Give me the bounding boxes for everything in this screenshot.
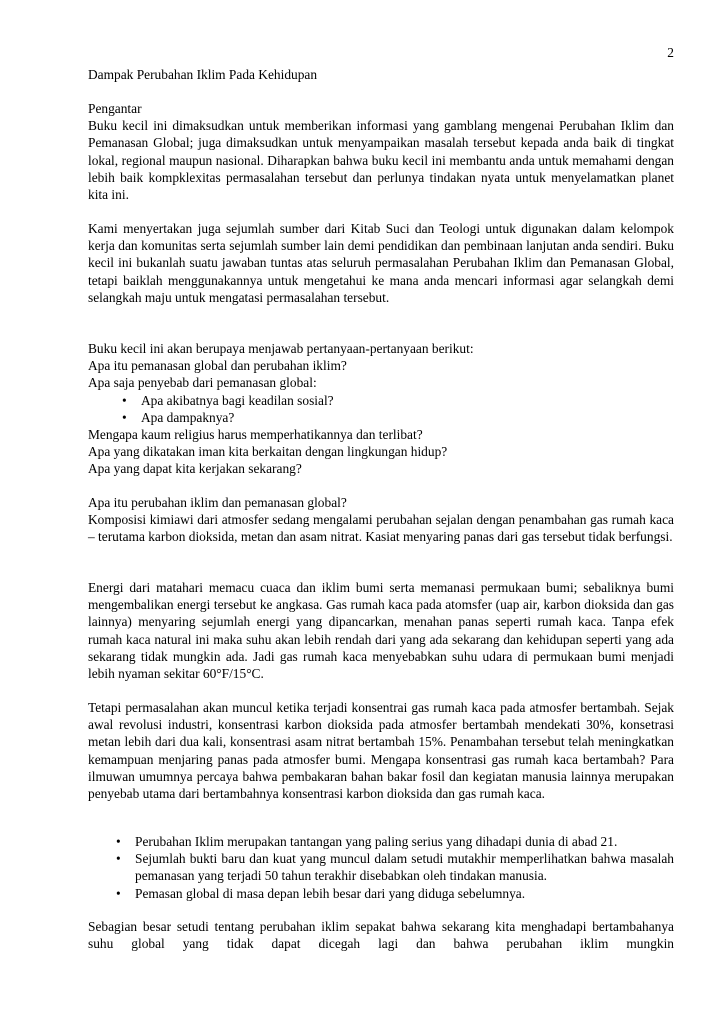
question-5: Apa yang dapat kita kerjakan sekarang? (88, 461, 302, 477)
sub-question-item: • Apa dampaknya? (88, 409, 674, 426)
page-number: 2 (667, 45, 674, 60)
bullet-item: • Pemasan global di masa depan lebih besar dari yang diduga sebelumnya. (88, 885, 674, 902)
intro-heading: Pengantar (88, 101, 142, 116)
intro-section (88, 100, 674, 203)
intro-paragraph: Buku kecil ini dimaksudkan untuk memberikan informasi yang gamblang mengenai Perubahan Iklim dan Pemanasan Global; juga dimaksudkan untuk menyampaikan masalah tersebut kepada anda baik di tingkat lokal, regional maupun nasional. Diharapkan bahwa buku kecil ini membantu anda untuk memahami dengan lebih baik kompklexitas permasalahan tersebut dan perlunya tindakan nyata untuk menyelamatkan planet kita ini. (88, 118, 674, 203)
question-2: Apa saja penyebab dari pemanasan global: (88, 375, 317, 391)
questions-section (88, 340, 674, 478)
bullet-list (88, 833, 674, 902)
bullet-section (88, 833, 674, 902)
sub-question-list (88, 392, 674, 426)
section1-paragraph: Komposisi kimiawi dari atmosfer sedang mengalami perubahan sejalan dengan penambahan gas rumah kaca – terutama karbon dioksida, metan dan asam nitrat. Kasiat menyaring panas dari gas tersebut tidak berfungsi. (88, 512, 674, 545)
question-1: Apa itu pemanasan global dan perubahan iklim? (88, 358, 347, 374)
section1-heading: Apa itu perubahan iklim dan pemanasan global? (88, 495, 347, 510)
question-3: Mengapa kaum religius harus memperhatikannya dan terlibat? (88, 427, 423, 443)
question-4: Apa yang dikatakan iman kita berkaitan dengan lingkungan hidup? (88, 444, 448, 460)
problem-paragraph: Tetapi permasalahan akan muncul ketika terjadi konsentrai gas rumah kaca pada atmosfer bertambah. Sejak awal revolusi industri, konsentrasi karbon dioksida pada atmosfer bertambah mendekati 30%, konsetrasi metan lebih dari dua kali, konsentrasi asam nitrat bertambah 15%. Penambahan tersebut telah meningkatkan kemampuan menjaring panas pada atmosfer bumi. Mengapa konsentrasi gas rumah kaca bertambah? Para ilmuwan umumnya percaya bahwa pembakaran bahan bakar fosil dan kegiatan manusia lainnya merupakan penyebab utama dari bertambahnya konsentrasi karbon dioksida dan gas rumah kaca. (88, 700, 674, 802)
bullet-item: • Sejumlah bukti baru dan kuat yang muncul dalam setudi mutakhir memperlihatkan bahwa masalah pemanasan yang terjadi 50 tahun terakhir disebabkan oleh tindakan manusia. (88, 850, 674, 884)
document-title: Dampak Perubahan Iklim Pada Kehidupan (88, 67, 318, 82)
energy-paragraph: Energi dari matahari memacu cuaca dan iklim bumi serta memanasi permukaan bumi; sebaliknya bumi mengembalikan energi tersebut ke angkasa. Gas rumah kaca pada atomsfer (uap air, karbon dioksida dan gas lainnya) menyaring sejumlah energi yang dipancarkan, menahan panas seperti rumah kaca. Tanpa efek rumah kaca natural ini maka suhu akan lebih rendah dari yang ada sekarang dan kehidupan seperti yang ada sekarang tidak mungkin ada. Jadi gas rumah kaca menyebabkan suhu udara di permukaan bumi menjadi lebih nyaman sekitar 60°F/15°C. (88, 580, 674, 682)
sub-question-item: • Apa akibatnya bagi keadilan sosial? (88, 392, 674, 409)
final-paragraph: Sebagian besar setudi tentang perubahan iklim sepakat bahwa sekarang kita menghadapi bertambahanya suhu global yang tidak dapat dicegah lagi dan bahwa perubahan iklim mungkin (88, 919, 674, 952)
bullet-item: • Perubahan Iklim merupakan tantangan yang paling serius yang dihadapi dunia di abad 21. (88, 833, 674, 850)
section1 (88, 494, 674, 546)
questions-intro: Buku kecil ini akan berupaya menjawab pertanyaan-pertanyaan berikut: (88, 341, 474, 356)
sources-paragraph: Kami menyertakan juga sejumlah sumber dari Kitab Suci dan Teologi untuk digunakan dalam kelompok kerja dan komunitas serta sejumlah sumber lain demi pendidikan dan pembinaan lanjutan anda sendiri. Buku kecil ini bukanlah suatu jawaban tuntas atas seluruh permasalahan Perubahan Iklim dan Pemanasan Global, tetapi baiklah menggunakannya untuk mengetahui ke mana anda mencari informasi agar selangkah demi selangkah maju untuk mengatasi permasalahan tersebut. (88, 221, 674, 305)
